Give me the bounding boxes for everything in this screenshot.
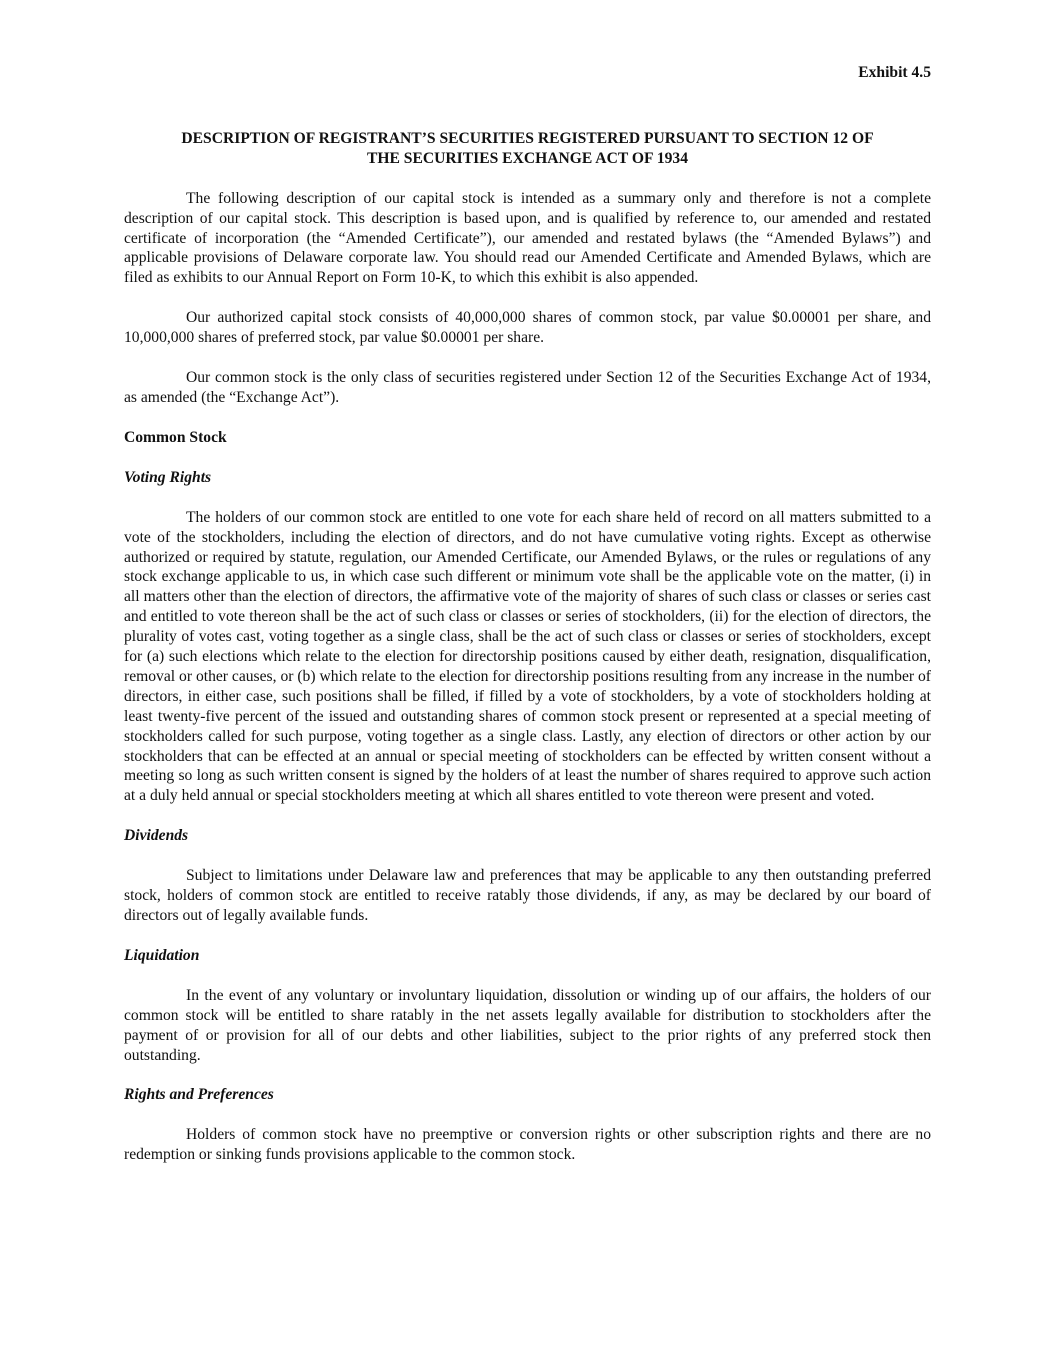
intro-paragraph-1: The following description of our capital stock is intended as a summary only and therefore is not a complete description of our capital stock. This description is based upon, and is qualified by reference to, our amended and restated certificate of incorporation (the “Amended Certificate”), our amended and restated bylaws (the “Amended Bylaws”) and applicable provisions of Delaware corporate law. You should read our Amended Certificate and Amended Bylaws, which are filed as exhibits to our Annual Report on Form 10-K, to which this exhibit is also appended. (124, 189, 931, 287)
subheading-voting-rights: Voting Rights (124, 468, 212, 486)
voting-rights-paragraph: The holders of our common stock are entitled to one vote for each share held of record on all matters submitted to a vote of the stockholders, including the election of directors, and do not have cumulative voting rights. Except as otherwise authorized or required by statute, regulation, our Amended Certificate, our Amended Bylaws, or the rules or regulations of any stock exchange applicable to us, in which case such different or minimum vote shall be the applicable vote on the matter, (i) in all matters other than the election of directors, the affirmative vote of the majority of shares of such class or classes or series cast and entitled to vote thereon shall be the act of such class or classes or series of stockholders, (ii) for the election of directors, the plurality of votes cast, voting together as a single class, shall be the act of such class or classes or series of stockholders, except for (a) such elections which relate to the election for directorship positions caused by either death, resignation, disqualification, removal or other causes, or (b) which relate to the election for directorship positions resulting from any increase in the number of directors, in either case, such positions shall be filled, if filled by a vote of stockholders, by a vote of stockholders holding at least twenty-five percent of the issued and outstanding shares of common stock present or represented at a special meeting of stockholders called for such purpose, voting together as a single class. Lastly, any election of directors or other action by our stockholders that can be effected at an annual or special meeting of stockholders can be effected by written consent without a meeting so long as such written consent is signed by the holders of at least the number of shares required to approve such action at a duly held annual or special stockholders meeting at which all shares entitled to vote thereon were present and voted. (124, 508, 931, 805)
title-line-1: DESCRIPTION OF REGISTRANT’S SECURITIES REGISTERED PURSUANT TO SECTION 12 OF (181, 129, 874, 147)
intro-paragraph-2: Our authorized capital stock consists of 40,000,000 shares of common stock, par value $0.00001 per share, and 10,000,000 shares of preferred stock, par value $0.00001 per share. (124, 309, 931, 347)
intro-paragraph-3: Our common stock is the only class of securities registered under Section 12 of the Securities Exchange Act of 1934, as amended (the “Exchange Act”). (124, 369, 931, 406)
subheading-liquidation: Liquidation (124, 946, 200, 964)
document-title (124, 129, 931, 169)
section-heading-common-stock: Common Stock (124, 428, 227, 446)
title-line-2: THE SECURITIES EXCHANGE ACT OF 1934 (366, 149, 689, 167)
exhibit-label: Exhibit 4.5 (858, 64, 931, 81)
subheading-dividends: Dividends (124, 827, 189, 845)
rights-and-preferences-paragraph: Holders of common stock have no preemptive or conversion rights or other subscription rights and there are no redemption or sinking funds provisions applicable to the common stock. (124, 1126, 931, 1164)
dividends-paragraph: Subject to limitations under Delaware law and preferences that may be applicable to any then outstanding preferred stock, holders of common stock are entitled to receive ratably those dividends, if any, as may be declared by our board of directors out of legally available funds. (124, 867, 931, 924)
subheading-rights-and-preferences: Rights and Preferences (124, 1086, 274, 1104)
liquidation-paragraph: In the event of any voluntary or involuntary liquidation, dissolution or winding up of our affairs, the holders of our common stock will be entitled to share ratably in the net assets legally available for distribution to stockholders after the payment of or provision for all of our debts and other liabilities, subject to the prior rights of any preferred stock then outstanding. (124, 986, 931, 1064)
